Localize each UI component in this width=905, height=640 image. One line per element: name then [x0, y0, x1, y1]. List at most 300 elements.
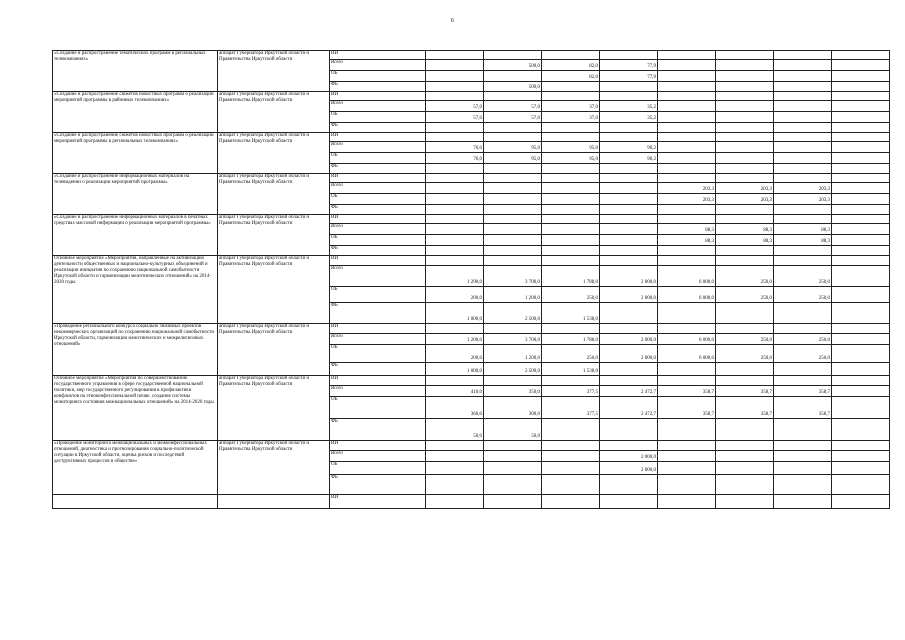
value-cell	[542, 324, 600, 334]
value-cell	[716, 256, 774, 266]
value-cell	[484, 215, 542, 224]
value-cell	[832, 376, 890, 386]
value-cell	[426, 133, 484, 142]
funding-source: ОБ	[330, 397, 426, 419]
value-cell: 1 538,0	[542, 303, 600, 324]
value-cell: 360,0	[426, 397, 484, 419]
value-cell	[832, 495, 890, 509]
value-cell	[484, 205, 542, 215]
value-cell	[426, 194, 484, 205]
value-cell	[600, 133, 658, 142]
value-cell	[716, 215, 774, 224]
value-cell: 203,3	[658, 183, 716, 194]
table-row	[53, 376, 890, 386]
value-cell	[542, 82, 600, 92]
funding-source: ФБ	[330, 246, 426, 256]
value-cell	[484, 376, 542, 386]
value-cell: 1 000,0	[426, 303, 484, 324]
value-cell	[426, 51, 484, 60]
value-cell	[426, 82, 484, 92]
value-cell	[600, 51, 658, 60]
value-cell: 88,3	[774, 224, 832, 235]
funding-source: ИИ	[330, 174, 426, 183]
value-cell	[658, 441, 716, 451]
value-cell	[658, 92, 716, 101]
value-cell	[832, 153, 890, 164]
value-cell: 50,0	[426, 419, 484, 441]
value-cell	[484, 194, 542, 205]
value-cell	[426, 164, 484, 174]
value-cell	[658, 82, 716, 92]
value-cell	[716, 441, 774, 451]
value-cell	[658, 324, 716, 334]
value-cell: 350,0	[484, 386, 542, 397]
value-cell	[484, 462, 542, 475]
value-cell	[426, 256, 484, 266]
value-cell: 358,7	[774, 386, 832, 397]
value-cell	[832, 441, 890, 451]
value-cell	[658, 205, 716, 215]
value-cell: 88,3	[716, 224, 774, 235]
measure-name: «Создание и распространение сюжетов новостных программ о реализации мероприятий программы в районных телекомпаниях»	[53, 92, 218, 133]
table-row	[53, 51, 890, 60]
value-cell: 377,5	[542, 386, 600, 397]
funding-source: ФБ	[330, 303, 426, 324]
value-cell	[716, 475, 774, 495]
value-cell	[426, 174, 484, 183]
funding-source: Всего	[330, 386, 426, 397]
value-cell	[832, 92, 890, 101]
value-cell: 57,0	[484, 112, 542, 123]
value-cell	[774, 112, 832, 123]
value-cell: 358,7	[658, 386, 716, 397]
value-cell	[484, 475, 542, 495]
value-cell	[658, 246, 716, 256]
value-cell	[832, 303, 890, 324]
value-cell: 6 000,0	[658, 345, 716, 363]
value-cell	[484, 71, 542, 82]
value-cell	[600, 419, 658, 441]
value-cell	[542, 194, 600, 205]
value-cell: 77,9	[600, 60, 658, 71]
executor-name: аппарат Губернатора Иркутской области и Правительства Иркутской области	[218, 174, 330, 215]
value-cell	[600, 475, 658, 495]
value-cell: 57,0	[484, 101, 542, 112]
value-cell	[716, 60, 774, 71]
value-cell: 82,0	[542, 71, 600, 82]
executor-name: аппарат Губернатора Иркутской области и Правительства Иркутской области	[218, 92, 330, 133]
table-row	[53, 92, 890, 101]
value-cell	[658, 51, 716, 60]
table-row	[53, 495, 890, 509]
value-cell: 250,0	[542, 287, 600, 303]
value-cell	[484, 51, 542, 60]
value-cell: 1 538,0	[542, 363, 600, 376]
value-cell	[716, 376, 774, 386]
value-cell	[484, 133, 542, 142]
value-cell	[658, 495, 716, 509]
value-cell	[832, 256, 890, 266]
value-cell	[484, 224, 542, 235]
value-cell	[542, 441, 600, 451]
value-cell	[832, 266, 890, 287]
value-cell	[542, 215, 600, 224]
funding-source: ФБ	[330, 82, 426, 92]
value-cell	[774, 419, 832, 441]
executor-name: аппарат Губернатора Иркутской области и Правительства Иркутской области	[218, 51, 330, 92]
value-cell	[774, 153, 832, 164]
value-cell	[542, 92, 600, 101]
value-cell	[716, 303, 774, 324]
value-cell: 1 788,0	[542, 266, 600, 287]
value-cell	[832, 183, 890, 194]
value-cell	[716, 142, 774, 153]
value-cell: 358,7	[658, 397, 716, 419]
value-cell	[600, 441, 658, 451]
funding-source: Всего	[330, 451, 426, 462]
value-cell	[832, 462, 890, 475]
value-cell	[426, 376, 484, 386]
value-cell	[832, 205, 890, 215]
value-cell	[774, 142, 832, 153]
value-cell: 377,5	[542, 397, 600, 419]
value-cell: 2 500,0	[484, 303, 542, 324]
value-cell	[426, 60, 484, 71]
value-cell	[426, 92, 484, 101]
value-cell	[658, 256, 716, 266]
funding-source: ИИ	[330, 495, 426, 509]
value-cell	[774, 495, 832, 509]
value-cell: 203,3	[774, 183, 832, 194]
value-cell	[774, 123, 832, 133]
value-cell	[658, 153, 716, 164]
value-cell	[658, 133, 716, 142]
executor-name	[218, 495, 330, 509]
value-cell: 358,7	[774, 397, 832, 419]
value-cell	[426, 462, 484, 475]
value-cell: 95,0	[484, 142, 542, 153]
value-cell	[832, 133, 890, 142]
executor-name: аппарат Губернатора Иркутской области и Правительства Иркутской области	[218, 441, 330, 495]
value-cell	[484, 183, 542, 194]
value-cell	[716, 451, 774, 462]
value-cell	[542, 51, 600, 60]
value-cell	[832, 174, 890, 183]
value-cell	[426, 475, 484, 495]
value-cell: 250,0	[542, 345, 600, 363]
value-cell	[832, 345, 890, 363]
value-cell: 203,3	[716, 194, 774, 205]
value-cell	[658, 419, 716, 441]
value-cell	[832, 246, 890, 256]
value-cell	[426, 71, 484, 82]
value-cell: 3 700,0	[484, 334, 542, 345]
measure-name	[53, 495, 218, 509]
value-cell: 358,7	[716, 386, 774, 397]
funding-source: ИИ	[330, 376, 426, 386]
value-cell	[774, 174, 832, 183]
value-cell	[484, 256, 542, 266]
value-cell	[774, 215, 832, 224]
funding-source: ОБ	[330, 71, 426, 82]
value-cell	[426, 324, 484, 334]
value-cell: 2 472,7	[600, 397, 658, 419]
value-cell: 203,3	[658, 194, 716, 205]
value-cell: 1 200,0	[426, 334, 484, 345]
value-cell	[832, 60, 890, 71]
value-cell: 2 000,0	[600, 334, 658, 345]
value-cell	[832, 123, 890, 133]
value-cell	[832, 475, 890, 495]
executor-name: аппарат Губернатора Иркутской области и Правительства Иркутской области	[218, 256, 330, 324]
value-cell	[542, 376, 600, 386]
value-cell	[600, 376, 658, 386]
funding-source: Всего	[330, 60, 426, 71]
value-cell	[774, 303, 832, 324]
value-cell: 76,0	[426, 142, 484, 153]
value-cell	[774, 164, 832, 174]
funding-source: ОБ	[330, 287, 426, 303]
value-cell: 1 788,0	[542, 334, 600, 345]
value-cell: 6 000,0	[658, 266, 716, 287]
executor-name: аппарат Губернатора Иркутской области и Правительства Иркутской области	[218, 324, 330, 376]
value-cell	[542, 495, 600, 509]
executor-name: аппарат Губернатора Иркутской области и Правительства Иркутской области	[218, 215, 330, 256]
value-cell	[658, 112, 716, 123]
value-cell	[484, 441, 542, 451]
value-cell	[716, 133, 774, 142]
value-cell	[600, 256, 658, 266]
value-cell	[600, 246, 658, 256]
value-cell	[716, 363, 774, 376]
value-cell: 88,3	[716, 235, 774, 246]
funding-source: ФБ	[330, 419, 426, 441]
value-cell	[832, 235, 890, 246]
value-cell: 95,0	[542, 142, 600, 153]
value-cell	[542, 174, 600, 183]
value-cell: 203,3	[716, 183, 774, 194]
value-cell	[832, 334, 890, 345]
value-cell: 37,0	[542, 112, 600, 123]
value-cell	[716, 101, 774, 112]
value-cell	[484, 123, 542, 133]
value-cell: 76,0	[426, 153, 484, 164]
funding-source: ИИ	[330, 324, 426, 334]
funding-source: Всего	[330, 183, 426, 194]
value-cell	[426, 246, 484, 256]
value-cell	[426, 451, 484, 462]
funding-source: ФБ	[330, 123, 426, 133]
funding-source: ОБ	[330, 345, 426, 363]
value-cell	[600, 235, 658, 246]
value-cell	[426, 205, 484, 215]
value-cell	[542, 123, 600, 133]
value-cell: 57,0	[426, 112, 484, 123]
value-cell	[832, 324, 890, 334]
value-cell: 200,0	[426, 287, 484, 303]
value-cell: 1 290,0	[426, 266, 484, 287]
value-cell: 3 700,0	[484, 266, 542, 287]
value-cell	[774, 376, 832, 386]
value-cell	[600, 363, 658, 376]
value-cell	[774, 92, 832, 101]
value-cell: 82,0	[542, 60, 600, 71]
value-cell: 250,0	[774, 345, 832, 363]
value-cell: 250,0	[774, 266, 832, 287]
measure-name: «Создание и распространение тематических программ в региональных телекомпаниях»	[53, 51, 218, 92]
value-cell: 95,0	[484, 153, 542, 164]
value-cell	[716, 164, 774, 174]
page-number: 6	[451, 18, 454, 24]
table-row	[53, 324, 890, 334]
funding-source: ФБ	[330, 205, 426, 215]
value-cell: 88,3	[658, 235, 716, 246]
value-cell	[658, 475, 716, 495]
value-cell	[716, 71, 774, 82]
value-cell: 6 000,0	[658, 287, 716, 303]
value-cell: 500,0	[484, 82, 542, 92]
value-cell	[832, 164, 890, 174]
value-cell: 77,9	[600, 71, 658, 82]
value-cell	[716, 495, 774, 509]
funding-source: ИИ	[330, 92, 426, 101]
value-cell	[832, 363, 890, 376]
value-cell	[658, 376, 716, 386]
value-cell	[542, 183, 600, 194]
value-cell	[832, 287, 890, 303]
funding-source: ОБ	[330, 235, 426, 246]
value-cell: 1 200,0	[484, 287, 542, 303]
value-cell	[774, 441, 832, 451]
value-cell	[542, 419, 600, 441]
value-cell: 2 500,0	[484, 363, 542, 376]
value-cell	[542, 164, 600, 174]
value-cell: 500,0	[484, 60, 542, 71]
funding-source: Всего	[330, 101, 426, 112]
value-cell	[600, 324, 658, 334]
value-cell	[542, 475, 600, 495]
value-cell: 250,0	[716, 287, 774, 303]
executor-name: аппарат Губернатора Иркутской области и Правительства Иркутской области	[218, 376, 330, 441]
value-cell	[600, 174, 658, 183]
value-cell	[542, 462, 600, 475]
value-cell	[832, 142, 890, 153]
value-cell	[658, 101, 716, 112]
measure-name: Основное мероприятие «Мероприятия по совершенствованию государственного управления в сфере государственной национальной политики, мер государственного регулирования в профилактики конфликтов на этноконфессиональной почве, создание системы мониторинга состояния межнациональных отношений» на 2014-2020 годы	[53, 376, 218, 441]
value-cell	[658, 60, 716, 71]
value-cell	[426, 441, 484, 451]
value-cell	[600, 303, 658, 324]
value-cell	[716, 419, 774, 441]
value-cell	[484, 235, 542, 246]
value-cell	[658, 71, 716, 82]
value-cell	[716, 51, 774, 60]
funding-source: ИИ	[330, 256, 426, 266]
value-cell	[658, 451, 716, 462]
value-cell: 410,0	[426, 386, 484, 397]
funding-source: ФБ	[330, 475, 426, 495]
value-cell: 6 000,0	[658, 334, 716, 345]
value-cell	[600, 194, 658, 205]
value-cell	[600, 224, 658, 235]
value-cell	[658, 123, 716, 133]
value-cell: 90,2	[600, 142, 658, 153]
value-cell: 1 000,0	[426, 363, 484, 376]
executor-name: аппарат Губернатора Иркутской области и Правительства Иркутской области	[218, 133, 330, 174]
value-cell	[832, 451, 890, 462]
value-cell	[542, 205, 600, 215]
funding-source: ОБ	[330, 112, 426, 123]
funding-source: ОБ	[330, 194, 426, 205]
value-cell	[600, 205, 658, 215]
table-row	[53, 215, 890, 224]
value-cell: 2 472,7	[600, 386, 658, 397]
value-cell	[542, 133, 600, 142]
funding-source: Всего	[330, 142, 426, 153]
value-cell	[600, 92, 658, 101]
value-cell	[426, 215, 484, 224]
funding-source: ФБ	[330, 363, 426, 376]
value-cell	[716, 174, 774, 183]
value-cell	[658, 303, 716, 324]
value-cell	[542, 224, 600, 235]
measure-name: «Создание и распространение сюжетов новостных программ о реализации мероприятий программы в региональных телекомпаниях»	[53, 133, 218, 174]
value-cell	[484, 92, 542, 101]
value-cell: 250,0	[774, 287, 832, 303]
funding-source: ИИ	[330, 441, 426, 451]
value-cell	[542, 256, 600, 266]
value-cell	[774, 82, 832, 92]
value-cell: 35,2	[600, 112, 658, 123]
value-cell	[484, 495, 542, 509]
value-cell: 88,3	[774, 235, 832, 246]
value-cell: 2 000,0	[600, 451, 658, 462]
value-cell	[484, 246, 542, 256]
table-row	[53, 256, 890, 266]
value-cell	[716, 462, 774, 475]
funding-source: ОБ	[330, 462, 426, 475]
value-cell: 50,0	[484, 419, 542, 441]
value-cell: 250,0	[716, 334, 774, 345]
value-cell	[832, 112, 890, 123]
funding-source: Всего	[330, 334, 426, 345]
value-cell	[716, 246, 774, 256]
value-cell	[426, 123, 484, 133]
value-cell	[426, 235, 484, 246]
value-cell	[716, 205, 774, 215]
value-cell	[600, 495, 658, 509]
measure-name: Основное мероприятие «Мероприятия, направленные на активизацию деятельности общественных и национально-культурных объединений и реализации инициатив по сохранению национальной самобытности Иркутской области и гармонизации межэтнических отношений» на 2014-2020 годы	[53, 256, 218, 324]
value-cell: 2 000,0	[600, 462, 658, 475]
value-cell	[658, 164, 716, 174]
value-cell: 2 000,0	[600, 345, 658, 363]
value-cell	[774, 101, 832, 112]
value-cell	[716, 324, 774, 334]
value-cell	[774, 71, 832, 82]
value-cell	[716, 123, 774, 133]
value-cell	[832, 386, 890, 397]
value-cell: 37,0	[542, 101, 600, 112]
funding-source: ФБ	[330, 164, 426, 174]
value-cell	[716, 153, 774, 164]
value-cell: 200,0	[426, 345, 484, 363]
value-cell	[774, 246, 832, 256]
value-cell	[658, 174, 716, 183]
value-cell	[832, 71, 890, 82]
value-cell	[832, 51, 890, 60]
value-cell: 57,0	[426, 101, 484, 112]
value-cell	[774, 205, 832, 215]
